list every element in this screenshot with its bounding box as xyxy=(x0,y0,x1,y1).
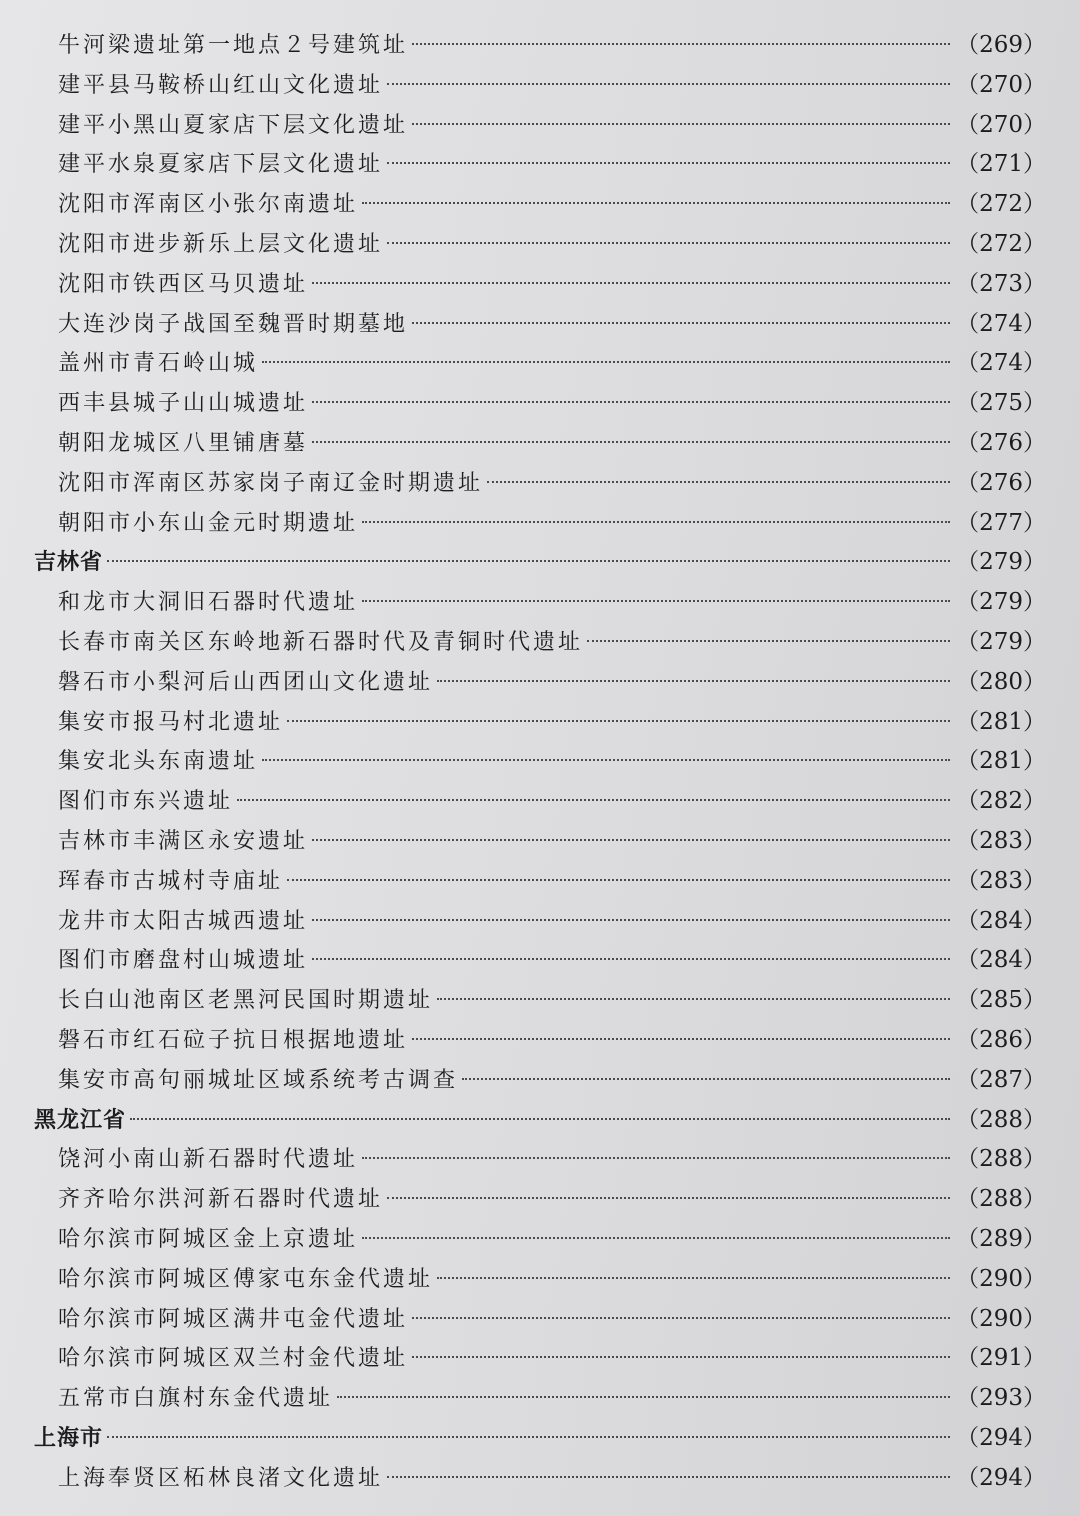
toc-entry xyxy=(0,384,1080,424)
entry-title: 龙井市太阳古城西遗址 xyxy=(58,908,309,934)
page-number: （269） xyxy=(956,32,1046,58)
dot-leader xyxy=(107,560,950,562)
page-number: （279） xyxy=(956,549,1046,576)
page-number: （282） xyxy=(956,788,1046,815)
toc-entry xyxy=(0,1061,1080,1101)
dot-leader xyxy=(262,759,950,761)
toc-entry xyxy=(0,1180,1080,1220)
toc-entry xyxy=(0,265,1080,305)
page-number: （279） xyxy=(956,589,1046,616)
page-number: （270） xyxy=(956,111,1046,138)
dot-leader xyxy=(487,481,950,483)
page-number: （280） xyxy=(956,668,1046,695)
page-number: （283） xyxy=(956,827,1046,854)
entry-title: 盖州市青石岭山城 xyxy=(58,351,259,377)
toc-entry xyxy=(0,344,1080,384)
entry-title: 饶河小南山新石器时代遗址 xyxy=(58,1147,359,1173)
entry-title: 图们市东兴遗址 xyxy=(58,789,234,815)
page-number: （293） xyxy=(956,1385,1046,1412)
toc-entry xyxy=(0,981,1080,1021)
entry-title: 沈阳市进步新乐上层文化遗址 xyxy=(58,231,384,257)
dot-leader xyxy=(237,799,950,801)
dot-leader xyxy=(587,640,950,642)
page-number: （281） xyxy=(956,708,1046,735)
dot-leader xyxy=(312,401,950,403)
toc-entry xyxy=(0,1300,1080,1340)
entry-title: 哈尔滨市阿城区满井屯金代遗址 xyxy=(58,1306,409,1332)
page-number: （274） xyxy=(956,310,1046,337)
toc-entry xyxy=(0,902,1080,942)
toc-entry xyxy=(0,742,1080,782)
toc-entry xyxy=(0,623,1080,663)
page-number: （283） xyxy=(956,867,1046,894)
entry-title: 沈阳市铁西区马贝遗址 xyxy=(58,271,309,297)
table-of-contents xyxy=(0,26,1080,1498)
toc-entry xyxy=(0,1140,1080,1180)
page-number: （294） xyxy=(956,1424,1046,1451)
toc-entry xyxy=(0,464,1080,504)
dot-leader xyxy=(462,1078,950,1080)
dot-leader xyxy=(387,83,950,85)
dot-leader xyxy=(362,202,950,204)
toc-entry xyxy=(0,66,1080,106)
toc-entry xyxy=(0,822,1080,862)
dot-leader xyxy=(437,680,950,682)
toc-entry xyxy=(0,1021,1080,1061)
toc-entry xyxy=(0,26,1080,66)
toc-entry xyxy=(0,1260,1080,1300)
entry-title: 和龙市大洞旧石器时代遗址 xyxy=(58,590,359,616)
toc-entry xyxy=(0,1379,1080,1419)
dot-leader xyxy=(387,162,950,164)
dot-leader xyxy=(312,282,950,284)
dot-leader xyxy=(412,1356,950,1358)
dot-leader xyxy=(362,1237,950,1239)
entry-title: 长白山池南区老黑河民国时期遗址 xyxy=(58,988,434,1014)
dot-leader xyxy=(362,1157,950,1159)
page-number: （271） xyxy=(956,151,1046,178)
page-number: （270） xyxy=(956,71,1046,98)
section-title: 吉林省 xyxy=(34,549,104,576)
dot-leader xyxy=(412,43,950,45)
dot-leader xyxy=(437,998,950,1000)
toc-section-heading xyxy=(0,1419,1080,1459)
dot-leader xyxy=(387,1476,950,1478)
entry-title: 图们市磨盘村山城遗址 xyxy=(58,948,309,974)
page-number: （287） xyxy=(956,1066,1046,1093)
section-title: 上海市 xyxy=(34,1424,104,1451)
entry-title: 集安市高句丽城址区域系统考古调查 xyxy=(58,1067,459,1093)
dot-leader xyxy=(107,1436,950,1438)
entry-title: 齐齐哈尔洪河新石器时代遗址 xyxy=(58,1187,384,1213)
page-number: （290） xyxy=(956,1305,1046,1332)
toc-entry xyxy=(0,1459,1080,1499)
entry-title: 集安北头东南遗址 xyxy=(58,749,259,775)
toc-entry xyxy=(0,862,1080,902)
entry-title: 沈阳市浑南区苏家岗子南辽金时期遗址 xyxy=(58,470,484,496)
page-number: （286） xyxy=(956,1026,1046,1053)
dot-leader xyxy=(387,242,950,244)
page-number: （288） xyxy=(956,1186,1046,1213)
dot-leader xyxy=(412,1038,950,1040)
page-number: （288） xyxy=(956,1106,1046,1133)
dot-leader xyxy=(412,1317,950,1319)
toc-section-heading xyxy=(0,1101,1080,1141)
page-number: （272） xyxy=(956,230,1046,257)
dot-leader xyxy=(412,123,950,125)
toc-entry xyxy=(0,106,1080,146)
entry-title: 珲春市古城村寺庙址 xyxy=(58,868,284,894)
page-number: （284） xyxy=(956,947,1046,974)
entry-title: 建平县马鞍桥山红山文化遗址 xyxy=(58,72,384,98)
toc-entry xyxy=(0,145,1080,185)
entry-title: 哈尔滨市阿城区金上京遗址 xyxy=(58,1226,359,1252)
page-number: （285） xyxy=(956,987,1046,1014)
entry-title: 建平水泉夏家店下层文化遗址 xyxy=(58,152,384,178)
dot-leader xyxy=(130,1118,950,1120)
page-number: （273） xyxy=(956,270,1046,297)
dot-leader xyxy=(262,361,950,363)
page-number: （276） xyxy=(956,469,1046,496)
entry-title: 哈尔滨市阿城区双兰村金代遗址 xyxy=(58,1346,409,1372)
entry-title: 朝阳市小东山金元时期遗址 xyxy=(58,510,359,536)
toc-entry xyxy=(0,225,1080,265)
page-number: （275） xyxy=(956,390,1046,417)
entry-title: 磐石市红石砬子抗日根据地遗址 xyxy=(58,1027,409,1053)
page-number: （272） xyxy=(956,191,1046,218)
entry-title: 哈尔滨市阿城区傅家屯东金代遗址 xyxy=(58,1266,434,1292)
section-title: 黑龙江省 xyxy=(34,1106,127,1133)
dot-leader xyxy=(387,1197,950,1199)
toc-entry xyxy=(0,424,1080,464)
toc-entry xyxy=(0,782,1080,822)
entry-title: 五常市白旗村东金代遗址 xyxy=(58,1386,334,1412)
entry-title: 集安市报马村北遗址 xyxy=(58,709,284,735)
entry-title: 朝阳龙城区八里铺唐墓 xyxy=(58,430,309,456)
entry-title: 大连沙岗子战国至魏晋时期墓地 xyxy=(58,311,409,337)
toc-entry xyxy=(0,305,1080,345)
page-number: （284） xyxy=(956,907,1046,934)
entry-title: 建平小黑山夏家店下层文化遗址 xyxy=(58,112,409,138)
dot-leader xyxy=(362,600,950,602)
dot-leader xyxy=(312,919,950,921)
entry-title: 上海奉贤区柘林良渚文化遗址 xyxy=(58,1465,384,1491)
page-number: （276） xyxy=(956,429,1046,456)
dot-leader xyxy=(312,958,950,960)
toc-entry xyxy=(0,185,1080,225)
dot-leader xyxy=(437,1277,950,1279)
page-number: （294） xyxy=(956,1464,1046,1491)
entry-title: 西丰县城子山山城遗址 xyxy=(58,391,309,417)
page-number: （289） xyxy=(956,1225,1046,1252)
page-number: （281） xyxy=(956,748,1046,775)
toc-entry xyxy=(0,1220,1080,1260)
page-number: （274） xyxy=(956,350,1046,377)
entry-title: 长春市南关区东岭地新石器时代及青铜时代遗址 xyxy=(58,629,584,655)
entry-title: 沈阳市浑南区小张尔南遗址 xyxy=(58,192,359,218)
toc-entry xyxy=(0,663,1080,703)
page-number: （279） xyxy=(956,628,1046,655)
toc-entry xyxy=(0,941,1080,981)
dot-leader xyxy=(412,322,950,324)
dot-leader xyxy=(362,521,950,523)
dot-leader xyxy=(312,441,950,443)
toc-entry xyxy=(0,583,1080,623)
page-number: （291） xyxy=(956,1345,1046,1372)
entry-title: 磐石市小梨河后山西团山文化遗址 xyxy=(58,669,434,695)
toc-entry xyxy=(0,1339,1080,1379)
entry-title: 吉林市丰满区永安遗址 xyxy=(58,828,309,854)
page-number: （290） xyxy=(956,1265,1046,1292)
dot-leader xyxy=(337,1396,950,1398)
dot-leader xyxy=(312,839,950,841)
toc-entry xyxy=(0,504,1080,544)
toc-entry xyxy=(0,703,1080,743)
toc-section-heading xyxy=(0,543,1080,583)
entry-title: 牛河梁遗址第一地点２号建筑址 xyxy=(58,33,409,58)
dot-leader xyxy=(287,879,950,881)
dot-leader xyxy=(287,720,950,722)
page-number: （288） xyxy=(956,1146,1046,1173)
page-number: （277） xyxy=(956,509,1046,536)
